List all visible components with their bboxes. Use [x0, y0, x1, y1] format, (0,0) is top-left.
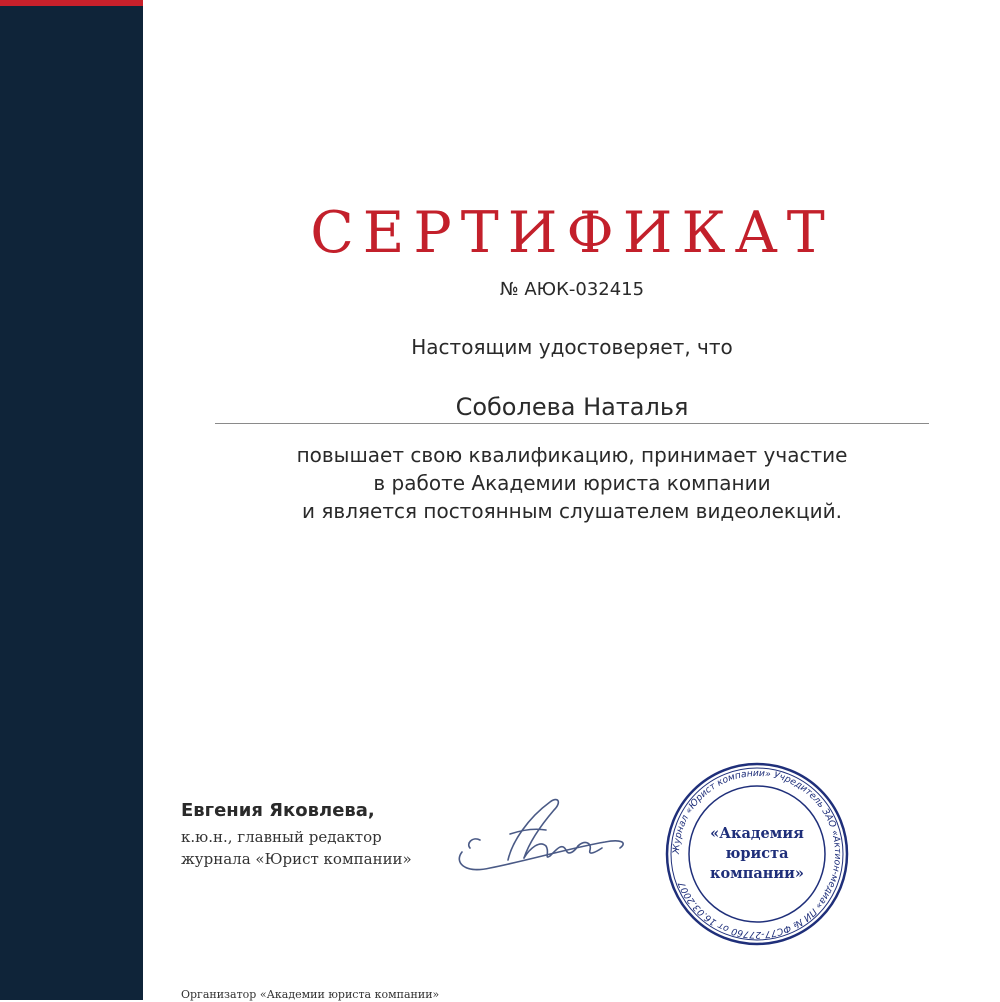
stamp-center-line: компании» [710, 865, 804, 882]
footer-note: Организатор «Академии юриста компании» [181, 988, 440, 1001]
stamp-ring-text: Журнал «Юрист компании» Учредитель ЗАО «Актион-медиа» ПИ № ФС77-27760 от 16.03.2007 [670, 767, 844, 941]
certificate-title: СЕРТИФИКАТ [310, 200, 834, 266]
signer-title-line: журнала «Юрист компании» [181, 850, 412, 868]
stamp-center-line: юриста [725, 845, 789, 862]
certificate-intro: Настоящим удостоверяет, что [411, 335, 733, 359]
signer-title [181, 826, 412, 870]
body-line: в работе Академии юриста компании [373, 471, 771, 495]
signer-title-line: к.ю.н., главный редактор [181, 828, 382, 846]
signer-name: Евгения Яковлева, [181, 800, 375, 821]
handwritten-signature [450, 790, 635, 880]
side-band-accent [0, 0, 143, 6]
body-line: повышает свою квалификацию, принимает участие [296, 443, 848, 467]
body-line: и является постоянным слушателем видеолекций. [302, 499, 842, 523]
recipient-underline [215, 423, 929, 424]
side-band [0, 0, 143, 1000]
recipient-name: Соболева Наталья [455, 393, 689, 421]
certificate-number: № АЮК-032415 [499, 279, 645, 300]
certificate-body [144, 441, 1000, 525]
stamp-center-line: «Академия [710, 825, 804, 842]
organization-stamp [663, 760, 851, 948]
